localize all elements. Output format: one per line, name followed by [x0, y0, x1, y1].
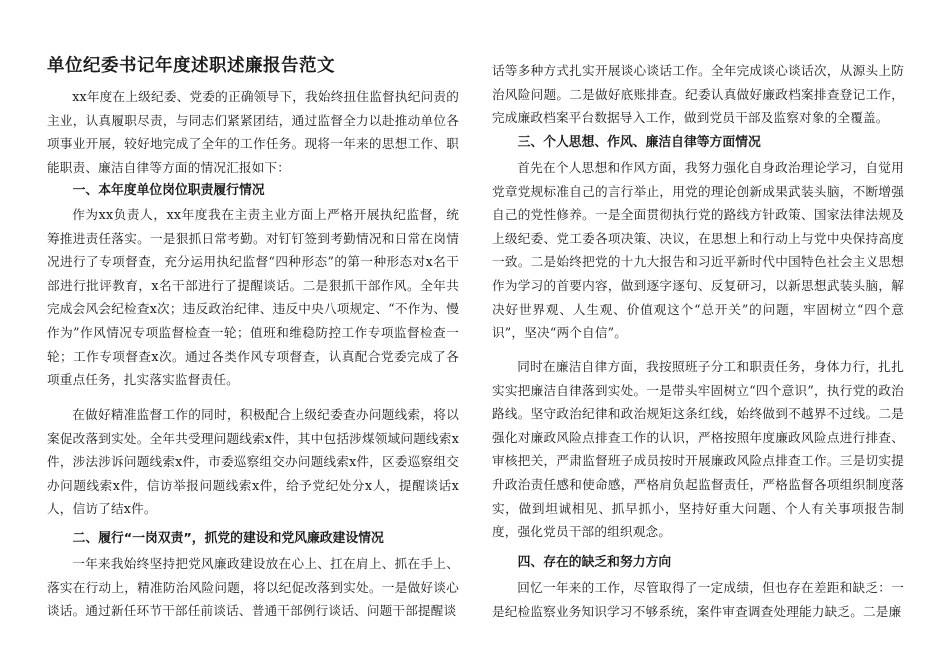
document-title: 单位纪委书记年度述职述廉报告范文	[47, 56, 335, 76]
section-3-paragraph-2: 同时在廉洁自律方面，我按照班子分工和职责任务，身体力行，扎扎实实把廉洁自律落到实处。一是带头牢固树立“四个意识”，执行党的政治路线。坚守政治纪律和政治规矩这条红线，始终做到不越界不过线。二是强化对廉政风险点排查工作的认识，严格按照年度廉政风险点进行排查、审核把关，严肃监督班子成员按时开展廉政风险点排查工作。三是切实提升政治责任感和使命感，严格肩负起监督责任，严格监督各项组织制度落实，做到坦诚相见、抓早抓小，坚持好重大问题、个人有关事项报告制度，强化党员干部的组织观念。	[492, 359, 904, 540]
section-1-paragraph-1: 作为xx负责人，xx年度我在主责主业方面上严格开展执纪监督，统筹推进责任落实。一是狠抓日常考勤。对钉钉签到考勤情况和日常在岗情况进行了专项督查，充分运用执纪监督“四种形态”的第一种形态对x名干部进行批评教育，x名干部进行了提醒谈话。二是狠抓干部作风。全年共完成会风会纪检查x次；违反政治纪律、违反中央八项规定、“不作为、慢作为”作风情况专项监督检查一轮；值班和维稳防控工作专项监督检查一轮；工作专项督查x次。通过各类作风专项督查，认真配合党委完成了各项重点任务，扎实落实监督责任。	[47, 207, 459, 388]
section-1-paragraph-2: 在做好精准监督工作的同时，积极配合上级纪委查办问题线索，将以案促改落到实处。全年共受理问题线索x件，其中包括涉煤领域问题线索x件，涉法涉诉问题线索x件，市委巡察组交办问题线索x件，区委巡察组交办问题线索x件，信访举报问题线索x件，给予党纪处分x人，提醒谈话x人，信访了结x件。	[47, 407, 459, 517]
section-heading-1: 一、本年度单位岗位职责履行情况	[72, 183, 265, 198]
intro-paragraph: xx年度在上级纪委、党委的正确领导下，我始终扭住监督执纪问责的主业，认真履职尽责，与同志们紧紧团结，通过监督全力以赴推动单位各项事业开展，较好地完成了全年的工作任务。现将一年来的思想工作、职能职责、廉洁自律等方面的情况汇报如下：	[47, 89, 459, 175]
section-2-paragraph-1: 一年来我始终坚持把党风廉政建设放在心上、扛在肩上、抓在手上、落实在行动上，精准防治风险问题，将以纪促改落到实处。一是做好谈心谈话。通过新任环节干部任前谈话、普通干部例行谈话、问题干部提醒谈	[47, 556, 459, 619]
section-heading-4: 四、存在的缺乏和努力方向	[517, 555, 672, 570]
section-2-paragraph-continued: 话等多种方式扎实开展谈心谈话工作。全年完成谈心谈话次，从源头上防治风险问题。二是做好底账排查。纪委认真做好廉政档案排查登记工作，完成廉政档案平台数据导入工作，做到党员干部及监察对象的全覆盖。	[492, 63, 904, 126]
section-4-paragraph-1: 回忆一年来的工作，尽管取得了一定成绩，但也存在差距和缺乏：一是纪检监察业务知识学习不够系统，案件审查调查处理能力缺乏。二是廉	[492, 580, 904, 619]
section-heading-3: 三、个人思想、作风、廉洁自律等方面情况	[517, 135, 761, 150]
section-heading-2: 二、履行“一岗双责”，抓党的建设和党风廉政建设情况	[72, 531, 384, 546]
section-3-paragraph-1: 首先在个人思想和作风方面，我努力强化自身政治理论学习，自觉用党章党规标准自己的言行举止，用党的理论创新成果武装头脑，不断增强自己的党性修养。一是全面贯彻执行党的路线方针政策、国家法律法规及上级纪委、党工委各项决策、决议，在思想上和行动上与党中央保持高度一致。二是始终把党的十九大报告和习近平新时代中国特色社会主义思想作为学习的首要内容，做到逐字逐句、反复研习，以新思想武装头脑，解决好世界观、人生观、价值观这个“总开关”的问题，牢固树立“四个意识”，坚决“两个自信”。	[492, 160, 904, 341]
